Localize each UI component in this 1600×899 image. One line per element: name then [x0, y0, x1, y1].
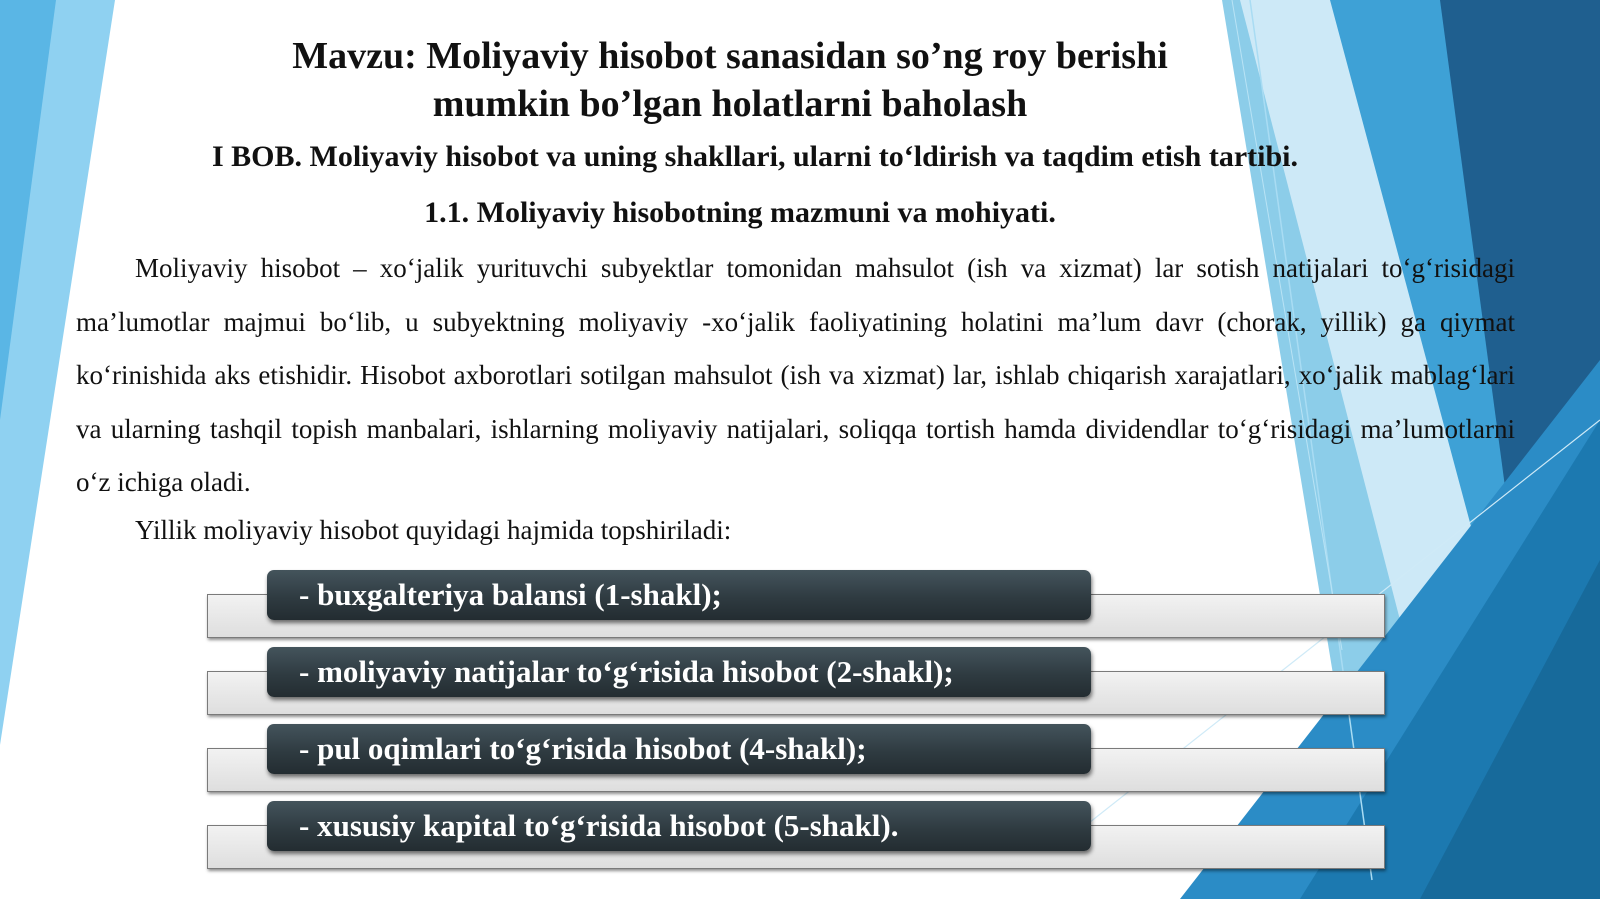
list-item	[207, 724, 1385, 808]
list-item-label: - buxgalteriya balansi (1-shakl);	[267, 570, 1091, 620]
slide-title-line-2: mumkin bo’lgan holatlarni baholash	[432, 83, 1028, 125]
section-heading: 1.1. Moliyaviy hisobotning mazmuni va mohiyati.	[424, 196, 1056, 229]
slide-title	[200, 32, 1260, 128]
list-item	[207, 647, 1385, 731]
slide-title-line-1: Mavzu: Moliyaviy hisobot sanasidan so’ng roy berishi	[292, 35, 1168, 77]
list-item-label: - pul oqimlari to‘g‘risida hisobot (4-shakl);	[267, 724, 1091, 774]
chapter-heading: I BOB. Moliyaviy hisobot va uning shakllari, ularni to‘ldirish va taqdim etish tartibi.	[211, 140, 1298, 173]
list-item-label: - xususiy kapital to‘g‘risida hisobot (5-shakl).	[267, 801, 1091, 851]
list-item	[207, 801, 1385, 885]
list-item	[207, 570, 1385, 654]
list-item-label: - moliyaviy natijalar to‘g‘risida hisobot (2-shakl);	[267, 647, 1091, 697]
body-paragraph: Moliyaviy hisobot – xo‘jalik yurituvchi subyektlar tomonidan mahsulot (ish va xizmat) lar sotish natijalari to‘g‘risidagi ma’lumotlar majmui bo‘lib, u subyektning moliyaviy -xo‘jalik faoliyatining holatini ma’lum davr (chorak, yillik) ga qiymat ko‘rinishida aks etishidir. Hisobot axborotlari sotilgan mahsulot (ish va xizmat) lar, ishlab chiqarish xarajatlari, xo‘jalik mablag‘lari va ularning tashqil topish manbalari, ishlarning moliyaviy natijalari, soliqqa tortish hamda dividendlar to‘g‘risidagi ma’lumotlarni o‘z ichiga oladi.	[76, 253, 1515, 497]
list-intro: Yillik moliyaviy hisobot quyidagi hajmida topshiriladi:	[135, 515, 732, 545]
